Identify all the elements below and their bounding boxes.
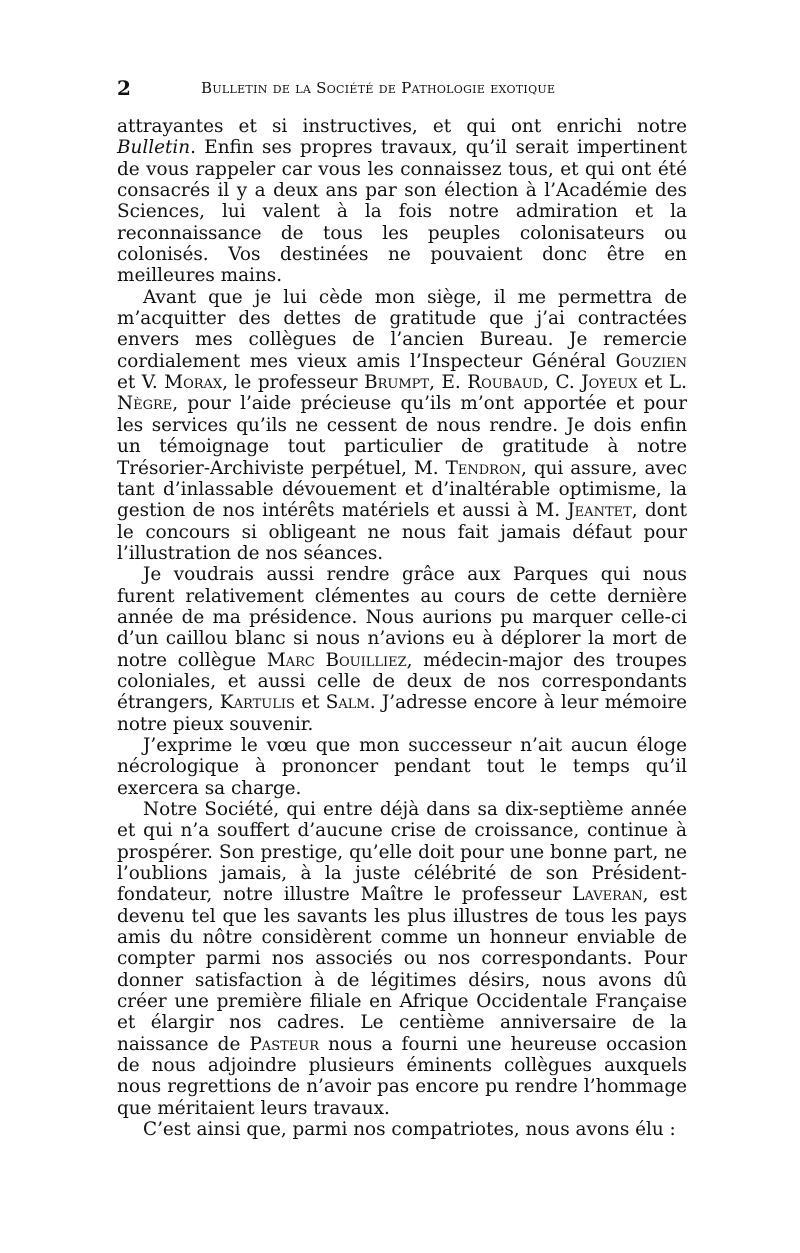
person-name: Nègre bbox=[117, 393, 173, 415]
body-text bbox=[117, 116, 687, 1141]
text-segment: , C. bbox=[543, 372, 582, 394]
person-name: Salm bbox=[325, 692, 370, 714]
running-title: Bulletin de la Société de Pathologie exotique bbox=[201, 79, 556, 97]
person-name: Jeantet bbox=[567, 500, 632, 522]
page-number: 2 bbox=[117, 76, 131, 100]
text-segment: Notre Société, qui entre déjà dans sa dix-septième année et qui n’a souffert d’aucune crise de croissance, continue à prospérer. Son prestige, qu’elle doit pour une bonne part, ne l’oublions jamais, à la juste célébrité de son Président-fondateur, notre illustre Maître le professeur bbox=[117, 799, 687, 906]
book-page bbox=[117, 72, 687, 1141]
person-name: Brumpt bbox=[364, 372, 430, 394]
text-segment: et bbox=[294, 692, 326, 714]
running-head bbox=[117, 72, 687, 106]
text-segment: , médecin-major des troupes coloniales, et aussi celle de deux de nos correspondants étrangers, bbox=[117, 649, 687, 714]
text-segment: , le professeur bbox=[222, 372, 365, 394]
paragraph bbox=[117, 799, 687, 1119]
text-segment: nous a fourni une heureuse occasion de nous adjoindre plusieurs éminents collègues auxquels nous regrettions de n’avoir pas encore pu rendre l’hommage que méritaient leurs travaux. bbox=[117, 1033, 687, 1119]
person-name: Tendron bbox=[445, 457, 521, 479]
italic-text: Bulletin bbox=[117, 137, 191, 159]
person-name: Laveran bbox=[572, 884, 643, 906]
paragraph bbox=[117, 1119, 687, 1140]
person-name: Roubaud bbox=[467, 372, 544, 394]
paragraph bbox=[117, 564, 687, 735]
person-name: Marc Bouilliez bbox=[266, 649, 407, 671]
paragraph bbox=[117, 287, 687, 564]
text-segment: Avant que je lui cède mon siège, il me permettra de m’acquitter des dettes de gratitude que j’ai contractées envers mes collègues de l’ancien Bureau. Je remercie cordialement mes vieux amis l’Inspecteur Général bbox=[117, 286, 687, 372]
person-name: Pasteur bbox=[249, 1033, 320, 1055]
text-segment: J’exprime le vœu que mon successeur n’ait aucun éloge nécrologique à prononcer pendant tout le temps qu’il exercera sa charge. bbox=[117, 734, 687, 799]
text-segment: , pour l’aide précieuse qu’ils m’ont apportée et pour les services qu’ils ne cessent de nous rendre. Je dois enfin un témoignage tout particulier de gratitude à notre Trésorier-Archiviste perpétuel, M. bbox=[117, 393, 687, 479]
person-name: Morax bbox=[164, 372, 223, 394]
text-segment: , qui assure, avec tant d’inlassable dévouement et d’inaltérable optimisme, la gestion de nos intérêts matériels et aussi à M. bbox=[117, 457, 687, 522]
text-segment: C’est ainsi que, parmi nos compatriotes, nous avons élu : bbox=[143, 1119, 676, 1141]
text-segment: , dont le concours si obligeant ne nous fait jamais défaut pour l’illustration de nos séances. bbox=[117, 500, 687, 564]
text-segment: , est devenu tel que les savants les plus illustres de tous les pays amis du nôtre considèrent comme un honneur enviable de compter parmi nos associés ou nos correspondants. Pour donner satisfaction à de légitimes désirs, nous avons dû créer une première filiale en Afrique Occidentale Française et élargir nos cadres. Le centième anniversaire de la naissance de bbox=[117, 884, 687, 1055]
paragraph bbox=[117, 116, 687, 287]
text-segment: . J’adresse encore à leur mémoire notre pieux souvenir. bbox=[117, 692, 688, 735]
paragraph bbox=[117, 735, 687, 799]
text-segment: , E. bbox=[429, 372, 468, 394]
person-name: Kartulis bbox=[219, 692, 295, 714]
text-segment: Je voudrais aussi rendre grâce aux Parques qui nous furent relativement clémentes au cours de cette dernière année de ma présidence. Nous aurions pu marquer celle-ci d’un caillou blanc si nous n’avions eu à déplorer la mort de notre collègue bbox=[117, 564, 687, 671]
text-segment: et V. bbox=[117, 372, 165, 394]
person-name: Joyeux bbox=[581, 372, 638, 394]
text-segment: et L. bbox=[637, 372, 687, 394]
person-name: Gouzien bbox=[615, 350, 687, 372]
text-segment: attrayantes et si instructives, et qui ont enrichi notre bbox=[117, 116, 687, 137]
text-segment: . Enfin ses propres travaux, qu’il serait impertinent de vous rappeler car vous les connaissez tous, et qui ont été consacrés il y a deux ans par son élection à l’Académie des Sciences, lui valent à la fois notre admiration et la reconnaissance de tous les peuples colonisateurs ou colonisés. Vos destinées ne pouvaient donc être en meilleures mains. bbox=[117, 137, 687, 287]
